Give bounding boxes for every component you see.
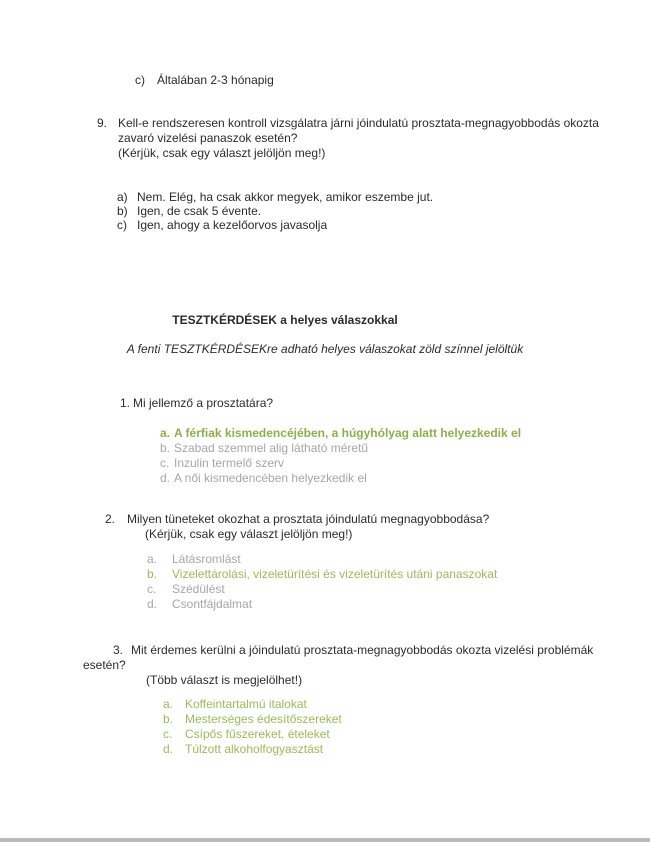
question-text: Milyen tüneteket okozhat a prosztata jóindulatú megnagyobbodása? <box>127 512 490 526</box>
question-text: Mi jellemző a prosztatára? <box>133 396 274 410</box>
question-number: 2. <box>105 512 116 526</box>
option-letter: b. <box>160 441 171 455</box>
test-question-2-options <box>147 552 497 612</box>
option-row-correct <box>163 712 342 727</box>
option-row <box>160 456 521 471</box>
option-row <box>160 471 521 486</box>
option-row-correct <box>163 742 342 757</box>
question-text-line: Kell-e rendszeresen kontroll vizsgálatra járni jóindulatú prosztata-megnagyobbodás okozta <box>118 116 599 130</box>
option-letter: d. <box>163 742 174 756</box>
option-text: Igen, ahogy a kezelőorvos javasolja <box>137 218 328 232</box>
option-text: A férfiak kismedencéjében, a húgyhólyag alatt helyezkedik el <box>174 426 522 440</box>
option-text: Inzulin termelő szerv <box>174 456 285 470</box>
option-letter: b. <box>147 567 158 581</box>
option-row <box>147 552 497 567</box>
option-row <box>117 218 433 232</box>
option-letter: a. <box>160 426 171 440</box>
option-text: Szédülést <box>172 582 225 596</box>
option-text: Csontfájdalmat <box>172 597 253 611</box>
option-text: Túlzott alkoholfogyasztást <box>185 742 324 756</box>
question-9 <box>97 116 599 161</box>
option-row-correct <box>147 567 497 582</box>
option-text: Koffeintartalmú italokat <box>185 697 307 711</box>
option-text: Általában 2-3 hónapig <box>157 73 274 87</box>
question-text: Mit érdemes kerülni a jóindulatú prosztata-megnagyobbodás okozta vizelési problémák <box>131 643 594 657</box>
option-letter: b) <box>117 204 128 218</box>
option-letter: c) <box>135 73 145 87</box>
test-question-2 <box>105 512 489 542</box>
option-row <box>147 582 497 597</box>
test-question-3-options <box>163 697 342 757</box>
page-edge-separator <box>0 838 650 842</box>
option-letter: c. <box>163 727 173 741</box>
test-question-1 <box>120 396 273 411</box>
option-text: A női kismedencében helyezkedik el <box>174 471 367 485</box>
question-text-line: zavaró vizelési panaszok esetén? <box>118 131 298 145</box>
question-number: 3. <box>113 643 124 657</box>
question-body <box>118 116 599 161</box>
option-text: Mesterséges édesítőszereket <box>185 712 342 726</box>
question-text-line <box>83 643 594 658</box>
test-question-1-options <box>160 426 521 486</box>
question-9-options <box>117 190 433 232</box>
question8-option-c <box>135 73 274 88</box>
option-text: Igen, de csak 5 évente. <box>137 204 262 218</box>
option-row <box>160 441 521 456</box>
option-letter: a. <box>147 552 158 566</box>
test-question-3 <box>83 643 594 688</box>
option-text: Látásromlást <box>172 552 241 566</box>
option-row <box>117 190 433 204</box>
option-letter: c. <box>147 582 157 596</box>
option-letter: d. <box>147 597 158 611</box>
option-letter: a. <box>163 697 174 711</box>
option-row-correct <box>163 697 342 712</box>
option-text: Szabad szemmel alig látható méretű <box>174 441 369 455</box>
question-instruction: (Kérjük, csak egy választ jelöljön meg!) <box>145 527 353 541</box>
option-row <box>147 597 497 612</box>
question-number: 9. <box>97 116 108 130</box>
question-instruction: (Több választ is megjelölhet!) <box>146 673 303 687</box>
option-row-correct <box>160 426 521 441</box>
option-letter: d. <box>160 471 171 485</box>
option-letter: a) <box>117 190 128 204</box>
option-letter: c) <box>117 218 127 232</box>
option-text: Nem. Elég, ha csak akkor megyek, amikor eszembe jut. <box>137 190 434 204</box>
option-text: Vizelettárolási, vizeletürítési és vizeletürítés utáni panaszokat <box>172 567 498 581</box>
question-body <box>127 512 489 542</box>
option-text: Csípős fűszereket, ételeket <box>185 727 330 741</box>
option-row <box>117 204 433 218</box>
option-letter: b. <box>163 712 174 726</box>
option-row-correct <box>163 727 342 742</box>
question-text-line: esetén? <box>83 658 126 672</box>
option-letter: c. <box>160 456 170 470</box>
question-number: 1. <box>120 396 131 410</box>
question-instruction: (Kérjük, csak egy választ jelöljön meg!) <box>118 146 326 160</box>
section-title: TESZTKÉRDÉSEK a helyes válaszokkal <box>172 313 398 327</box>
section-subtitle: A fenti TESZTKÉRDÉSEKre adható helyes válaszokat zöld színnel jelöltük <box>126 342 524 356</box>
